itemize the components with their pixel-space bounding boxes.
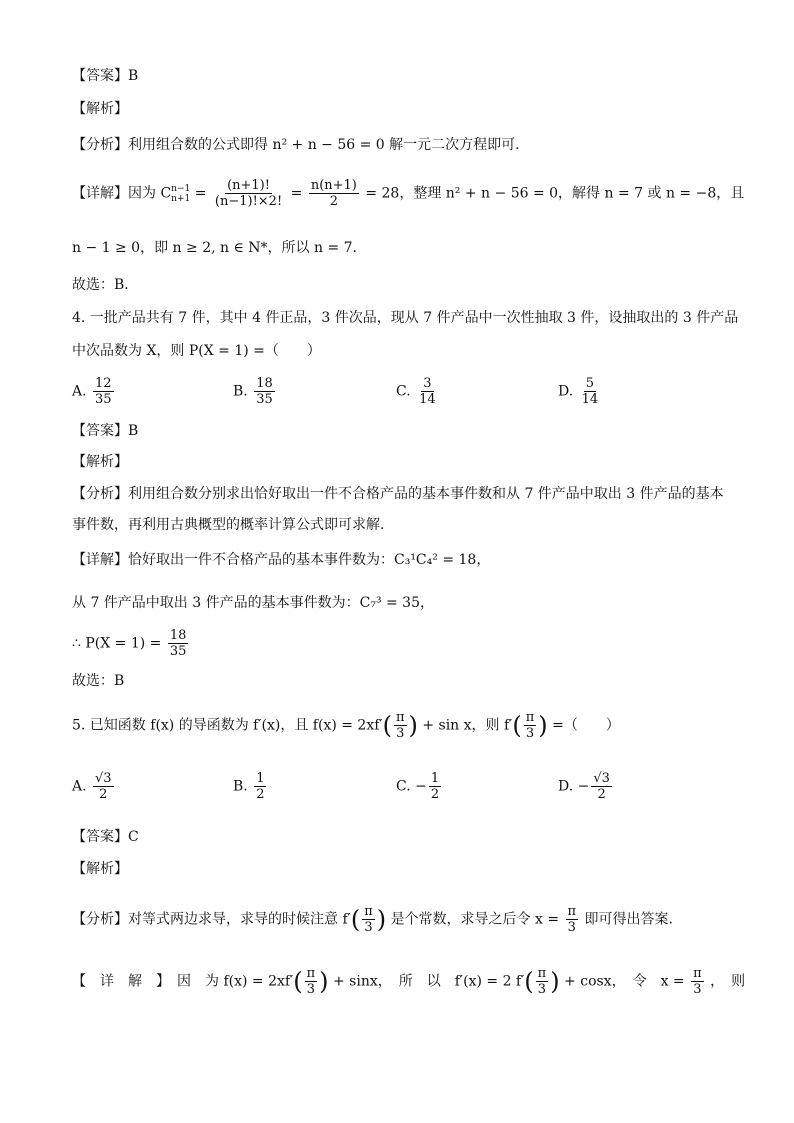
analysis-heading-4: 【解析】 [72, 454, 128, 470]
choose-line-3: 故选：B． [72, 277, 139, 293]
detail-line-4b: 从 7 件产品中取出 3 件产品的基本事件数为：C₇³ = 35， [72, 595, 434, 611]
q5-option-c[interactable]: C. − $\frac{1}{2}$ [396, 771, 440, 802]
q4-option-b[interactable]: B. $\frac{18}{35}$ [233, 376, 273, 407]
detail-line-4a: 【详解】恰好取出一件不合格产品的基本事件数为：C₃¹C₄² = 18， [72, 552, 491, 568]
analysis-text-4-line-1: 【分析】利用组合数分别求出恰好取出一件不合格产品的基本事件数和从 7 件产品中取出 3 件产品的基本 [72, 486, 724, 502]
q4-option-a[interactable]: A. $\frac{12}{35}$ [72, 376, 112, 407]
q4-option-c[interactable]: C. $\frac{3}{14}$ [396, 376, 436, 407]
analysis-text-4-line-2: 事件数，再利用古典概型的概率计算公式即可求解. [72, 517, 385, 533]
detail-line-3b: n − 1 ≥ 0，即 n ≥ 2, n ∈ N*，所以 n = 7． [72, 240, 367, 256]
analysis-heading-3: 【解析】 [72, 101, 128, 117]
question-5-stem: 5. 已知函数 f(x) 的导函数为 f′(x)，且 f(x) = 2xf′( $\frac{\pi}{3}$ ) + sin x，则 f′( $\frac{\pi}{3}$ ) =（ ） [72, 710, 620, 741]
q4-option-d[interactable]: D. $\frac{5}{14}$ [558, 376, 599, 407]
analysis-heading-5: 【解析】 [72, 861, 128, 877]
fraction: $\frac{n(n+1)}{2}$ [310, 178, 357, 209]
q5-option-d[interactable]: D. − $\frac{√3}{2}$ [558, 771, 610, 802]
fraction: $\frac{(n+1)!}{(n-1)!\times 2!}$ [214, 178, 283, 209]
detail-line-5: 【 详 解 】 因 为 f(x) = 2xf′( $\frac{\pi}{3}$ ) + sinx， 所 以 f′(x) = 2 f′( $\frac{\pi}{3}$ ) + cosx， 令 x = $\frac{\pi}{3}$ ， 则 [72, 966, 746, 997]
answer-line-5: 【答案】C [72, 829, 139, 845]
detail-line-3: 【详解】因为 C n−1 n+1 = $\frac{(n+1)!}{(n-1)!\times 2!}$ = $\frac{n(n+1)}{2}$ = 28，整理 n² + n − 56 = 0，解得 n = 7 或 n = −8，且 [72, 178, 745, 209]
question-4-stem-line-2: 中次品数为 X，则 P(X = 1) =（ ） [72, 343, 321, 359]
question-4-stem-line-1: 4. 一批产品共有 7 件，其中 4 件正品，3 件次品，现从 7 件产品中一次性抽取 3 件，设抽取出的 3 件产品 [72, 310, 739, 326]
answer-line-4: 【答案】B [72, 423, 139, 439]
analysis-text-5: 【分析】对等式两边求导，求导的时候注意 f′( $\frac{\pi}{3}$ ) 是个常数，求导之后令 x = $\frac{\pi}{3}$ 即可得出答案. [72, 904, 673, 935]
choose-line-4: 故选：B [72, 673, 125, 689]
q5-option-b[interactable]: B. $\frac{1}{2}$ [233, 771, 265, 802]
analysis-text-3: 【分析】利用组合数的公式即得 n² + n − 56 = 0 解一元二次方程即可. [72, 137, 520, 153]
answer-line-3: 【答案】B [72, 68, 139, 84]
detail-line-4c: ∴ P(X = 1) = $\frac{18}{35}$ [72, 628, 187, 659]
q5-option-a[interactable]: A. $\frac{√3}{2}$ [72, 771, 112, 802]
